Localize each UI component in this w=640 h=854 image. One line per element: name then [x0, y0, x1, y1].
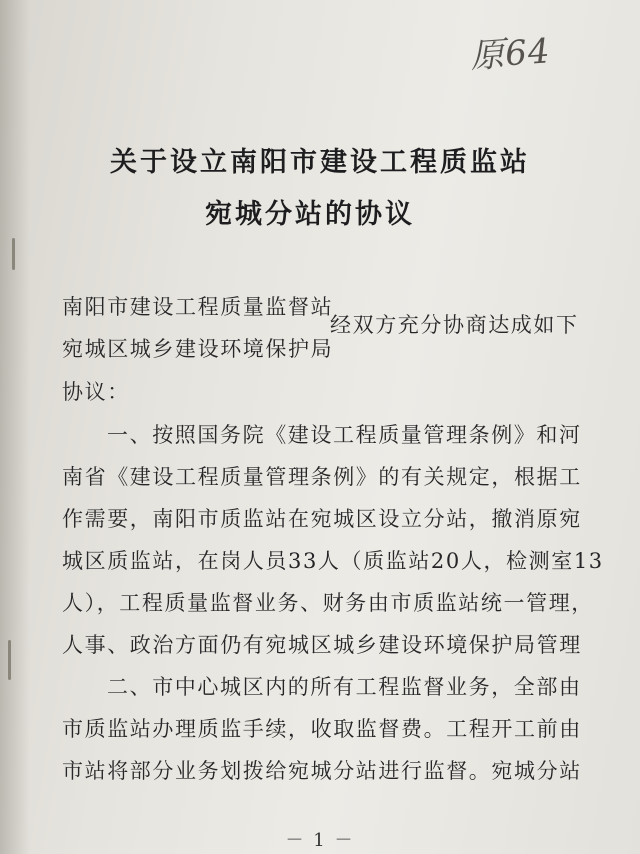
body-line: 南省《建设工程质量管理条例》的有关规定，根据工	[62, 465, 582, 489]
document-title-line-2: 宛城分站的协议	[205, 199, 415, 230]
body-line: 作需要，南阳市质监站在宛城区设立分站，撤消原宛	[62, 507, 582, 531]
body-line: 市站将部分业务划拨给宛城分站进行监督。宛城分站	[62, 759, 582, 783]
binding-mark	[12, 238, 15, 270]
party-a: 南阳市建设工程质量监督站	[62, 295, 334, 319]
body-line: 市质监站办理质监手续，收取监督费。工程开工前由	[62, 717, 582, 741]
page-number: － 1 －	[285, 830, 355, 851]
binding-mark	[8, 640, 11, 680]
party-b: 宛城区城乡建设环境保护局	[62, 337, 334, 361]
body-line: 人），工程质量监督业务、财务由市质监站统一管理，	[62, 591, 594, 615]
page-shadow	[0, 0, 30, 854]
body-line: 城区质监站，在岗人员33人（质监站20人，检测室13	[62, 549, 604, 573]
body-line: 二、市中心城区内的所有工程监督业务，全部由	[107, 675, 582, 699]
body-line: 人事、政治方面仍有宛城区城乡建设环境保护局管理	[62, 633, 582, 657]
body-line: 一、按照国务院《建设工程质量管理条例》和河	[107, 423, 582, 447]
handwritten-note: 原64	[468, 31, 552, 77]
document-title-line-1: 关于设立南阳市建设工程质监站	[110, 147, 530, 178]
agreement-label: 协议：	[62, 380, 130, 404]
party-text: 经双方充分协商达成如下	[330, 313, 579, 337]
